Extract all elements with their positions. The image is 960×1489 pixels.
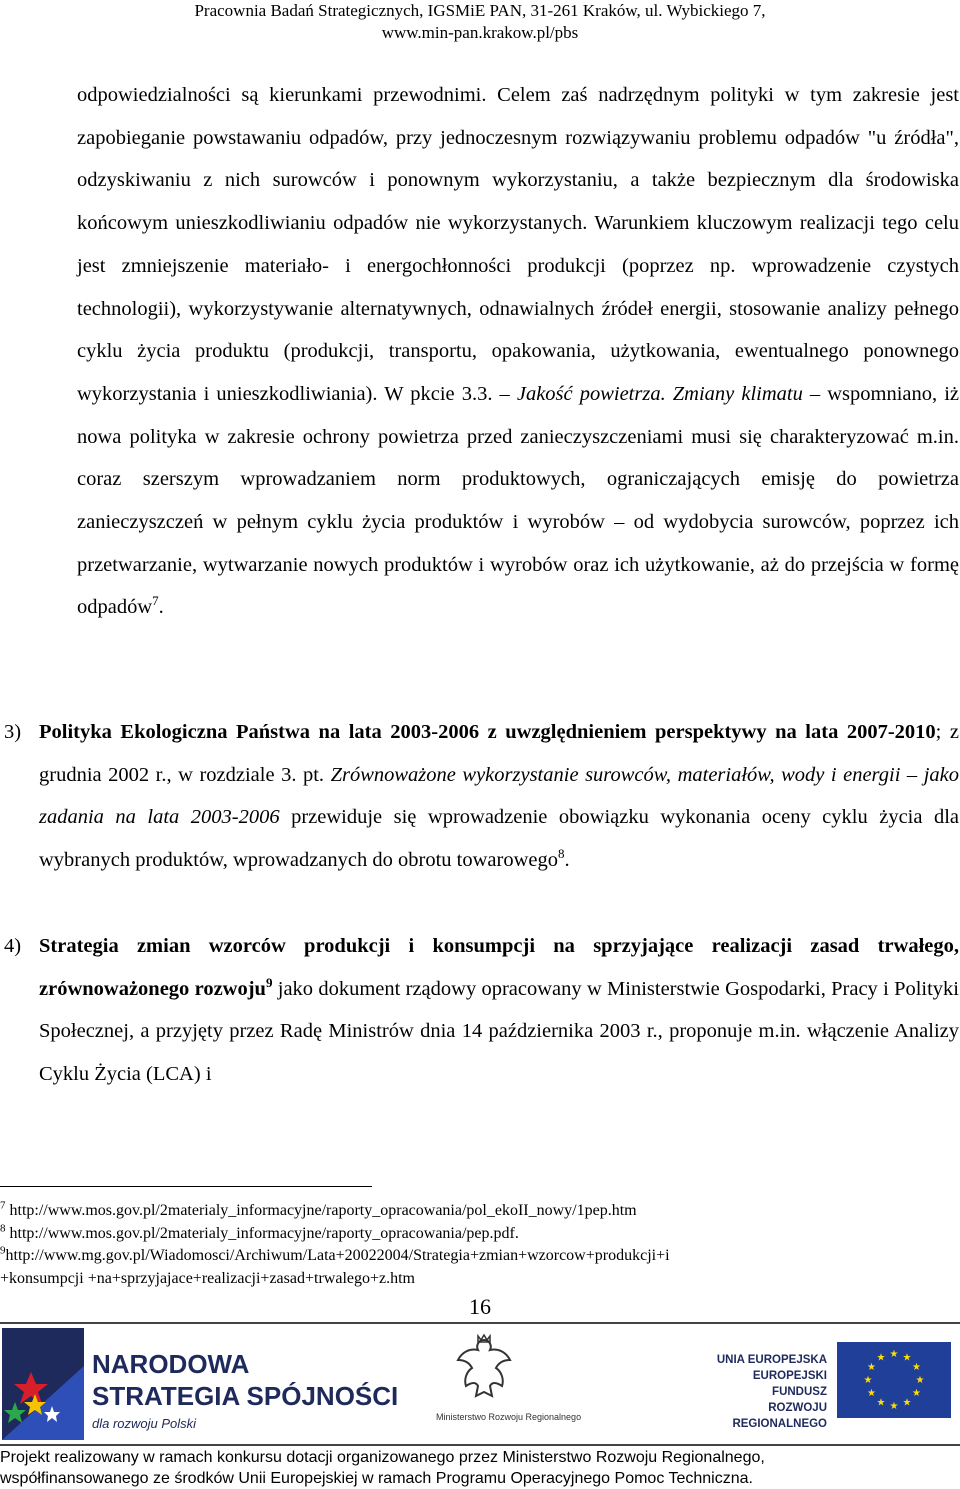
item-bold-title: Strategia zmian wzorców produkcji i konsumpcji na sprzyjające realizacji zasad trwałego, zrównoważonego rozwoju [39,935,959,1000]
header-line-1: Pracownia Badań Strategicznych, IGSMiE PAN, 31-261 Kraków, ul. Wybickiego 7, [194,1,766,20]
svg-text:★: ★ [912,1362,921,1373]
eu-line-1: UNIA EUROPEJSKA [716,1354,827,1366]
footnote-number: 8 [0,1222,6,1235]
svg-text:★: ★ [889,1349,899,1360]
footnote-rule [0,1186,372,1187]
body-text-a: odpowiedzialności są kierunkami przewodnimi. Celem zaś nadrzędnym polityki w tym zakresie jest zapobieganie powstawaniu odpadów, przy jednoczesnym rozwiązywaniu problemu odpadów "u źródła", odzyskiwaniu z nich surowców i ponownym wykorzystaniu, a także bezpiecznym dla środowiska końcowym unieszkodliwianiu odpadów nie wykorzystanych. Warunkiem kluczowym realizacji tego celu jest zmniejszenie materiało- i energochłonności produkcji (poprzez np. wprowadzenie czystych technologii), wykorzystywanie alternatywnych, odnawialnych źródeł energii, stosowanie analizy pełnego cyklu życia produktu (produkcji, transportu, opakowania, użytkowania, ewentualnego ponownego wykorzystania i unieszkodliwiania). W pkcie 3.3. [77,84,959,405]
item-end: . [564,849,570,872]
footnote-text: +konsumpcji +na+sprzyjajace+realizacji+zasad+trwalego+z.htm [0,1269,415,1287]
footnote-number: 9 [0,1244,6,1257]
footnote-ref-8: 8 [558,846,565,862]
polish-eagle-emblem-icon [452,1334,516,1408]
svg-text:★: ★ [902,1397,912,1409]
header-line-2: www.min-pan.krakow.pl/pbs [381,23,579,42]
page-number: 16 [469,1294,491,1319]
item-text-b: przewiduje się wprowadzenie obowiązku wykonania oceny cyklu życia dla wybranych produktów, wprowadzanych do obrotu towarowego [39,806,959,872]
nss-subtitle: dla rozwoju Polski [92,1416,197,1431]
svg-text:★: ★ [867,1362,876,1373]
item-bold-title: Polityka Ekologiczna Państwa na lata 2003-2006 z uwzględnieniem perspektywy na lata 2007-2010 [39,721,936,743]
page-header [0,0,960,44]
list-number: 3) [4,721,22,743]
footnote-text: http://www.mg.gov.pl/Wiadomosci/Archiwum/Lata+20022004/Strategia+zmian+wzorcow+produkcji+i [5,1247,670,1264]
nss-logo-icon [2,1328,84,1440]
item-text-a: ; z grudnia 2002 r., w rozdziale 3. pt. [39,721,959,786]
footnote-9-continued [0,1268,960,1291]
footnote-ref-7: 7 [152,593,159,609]
svg-text:★: ★ [863,1375,873,1386]
eu-line-3: ROZWOJU REGIONALNEGO [732,1402,827,1430]
list-item-3 [0,711,959,882]
body-italic-title: Jakość powietrza. Zmiany klimatu [516,382,803,405]
svg-text:★: ★ [876,1397,886,1409]
nss-line-2: STRATEGIA SPÓJNOŚCI [92,1381,399,1411]
emblem-caption: Ministerstwo Rozwoju Regionalnego [436,1412,582,1422]
project-footer-line-1: Projekt realizowany w ramach konkursu dotacji organizowanego przez Ministerstwo Rozwoju Regionalnego, [0,1449,765,1466]
logo-bar [0,1322,960,1446]
item-text-a: jako dokument rządowy opracowany w Ministerstwie Gospodarki, Pracy i Polityki Społecznej, a przyjęty przez Radę Ministrów dnia 14 października 2003 r., proponuje m.in. włączenie Analizy Cyklu Życia (LCA) i [39,977,960,1086]
body-paragraph [77,74,959,629]
eu-logo-text [709,1352,827,1432]
list-item-4 [0,925,959,1096]
footnote-number: 7 [0,1199,6,1212]
svg-text:★: ★ [889,1401,899,1412]
svg-text:★: ★ [867,1388,876,1399]
svg-text:★: ★ [902,1352,912,1364]
footnote-ref-9: 9 [265,974,273,990]
item-italic: Zrównoważone wykorzystanie surowców, materiałów, wody i energii – jako zadania na lata 2003-2006 [39,763,959,829]
svg-text:★: ★ [912,1388,921,1399]
body-end: . [158,596,164,619]
svg-text:★: ★ [915,1375,925,1386]
eu-flag-icon [837,1342,951,1418]
project-footer [0,1447,960,1489]
footnotes [0,1200,960,1290]
footnote-7 [0,1200,960,1223]
eu-line-2: EUROPEJSKI FUNDUSZ [752,1370,827,1398]
project-footer-line-2: współfinansowanego ze środków Unii Europejskiej w ramach Programu Operacyjnego Pomoc Techniczna. [0,1470,753,1487]
svg-text:★: ★ [876,1352,886,1364]
footnote-9 [0,1245,960,1268]
nss-line-1: NARODOWA [92,1349,250,1379]
body-text-b: – wspomniano, iż nowa polityka w zakresie ochrony powietrza przed zanieczyszczeniami musi się charakteryzować m.in. coraz szerszym wprowadzaniem norm produktowych, ograniczających emisję do powietrza zanieczyszczeń w pełnym cyklu życia produktów i wyrobów – od wydobycia surowców, poprzez ich przetwarzanie, wytwarzanie nowych produktów i wyrobów oraz ich użytkowanie, aż do przejścia w formę odpadów [77,382,959,619]
footnote-8 [0,1223,960,1246]
list-number: 4) [4,935,22,957]
nss-logo-text [92,1348,398,1412]
footnote-text: http://www.mos.gov.pl/2materialy_informacyjne/raporty_opracowania/pep.pdf. [5,1224,519,1242]
footnote-text: http://www.mos.gov.pl/2materialy_informacyjne/raporty_opracowania/pol_ekoII_nowy/1pep.htm [5,1202,637,1219]
body-dash: – [499,382,517,405]
